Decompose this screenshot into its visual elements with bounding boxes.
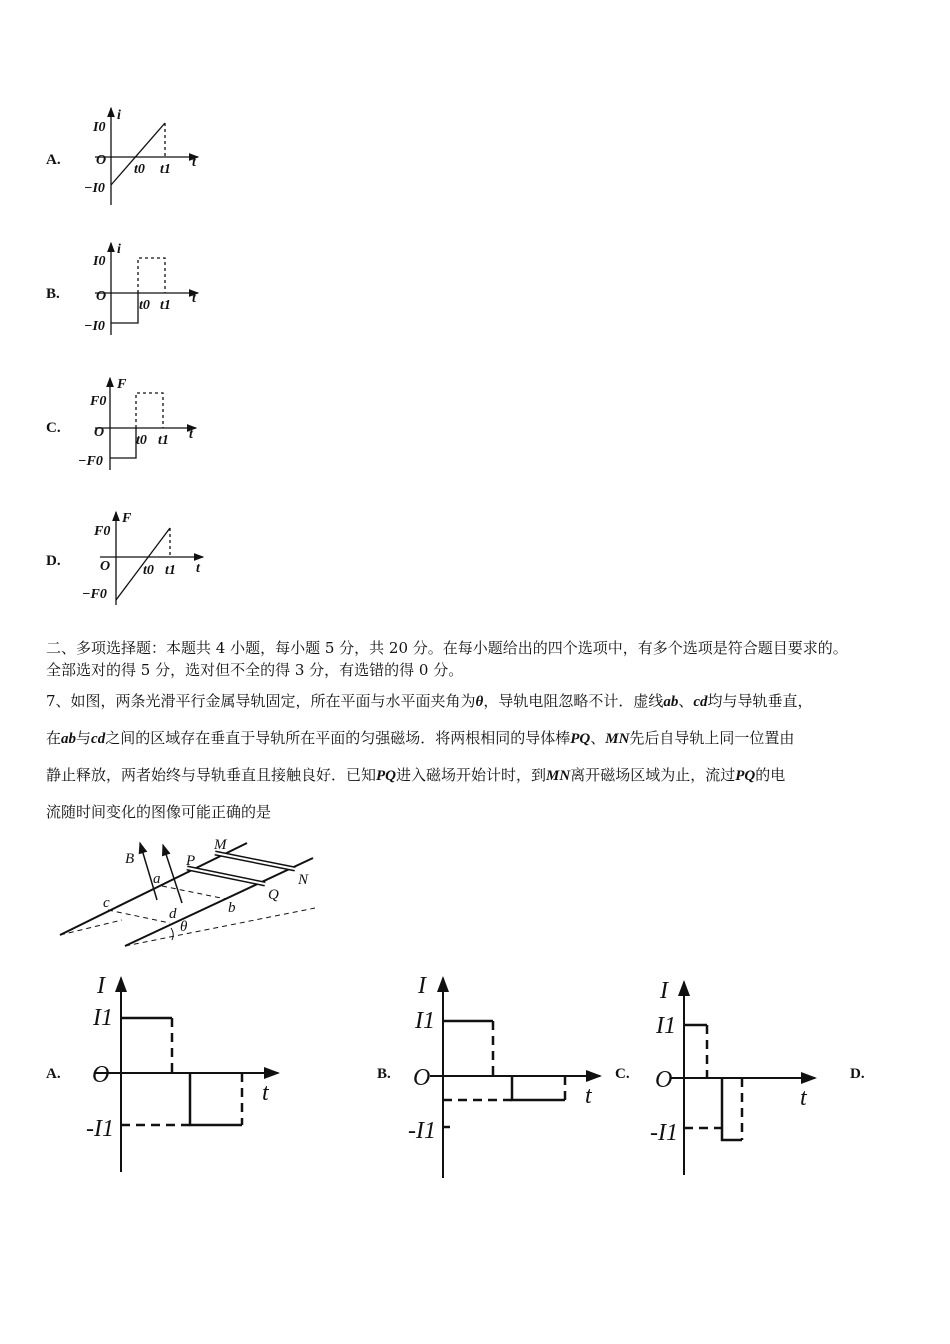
q7c-y-label: I — [660, 978, 668, 1004]
q6a-pos-label: I0 — [93, 120, 106, 135]
q7b-neg-label: -I1 — [408, 1118, 436, 1144]
pq-symbol: PQ — [570, 731, 591, 747]
q6c-t0: t0 — [136, 433, 147, 448]
q6b-origin: O — [96, 289, 107, 304]
q7b-x-label: t — [585, 1083, 592, 1109]
q6-graph-d — [100, 512, 203, 605]
label-a: a — [153, 871, 161, 887]
q7b-y-label: I — [418, 973, 426, 999]
q7c-origin: O — [655, 1067, 673, 1093]
q7a-neg-label: -I1 — [86, 1116, 114, 1142]
q7-option-d-label[interactable]: D. — [850, 1066, 865, 1082]
text: 在 — [46, 729, 62, 747]
q6d-t0: t0 — [143, 563, 154, 578]
label-B: B — [125, 851, 135, 867]
q6c-t1: t1 — [158, 433, 169, 448]
label-M: M — [214, 837, 227, 853]
q7c-x-label: t — [800, 1085, 807, 1111]
q6a-y-label: i — [117, 108, 121, 123]
q6c-x-label: t — [189, 427, 193, 442]
q6a-origin: O — [96, 153, 107, 168]
q7-line-4: 流随时间变化的图像可能正确的是 — [46, 803, 272, 821]
cd-symbol: cd — [91, 731, 106, 747]
q6-graph-c — [95, 378, 196, 470]
q6d-neg-label: −F0 — [82, 587, 107, 602]
text: 、 — [678, 692, 694, 710]
text: 离开磁场区域为止，流过 — [570, 766, 736, 784]
q6a-x-label: t — [192, 155, 196, 170]
q7a-x-label: t — [262, 1080, 269, 1106]
q6c-origin: O — [94, 425, 105, 440]
q7-graph-a — [95, 978, 278, 1172]
q6b-neg-label: −I0 — [84, 319, 105, 334]
q7-option-c-label[interactable]: C. — [615, 1066, 630, 1082]
q7-option-a-label[interactable]: A. — [46, 1066, 61, 1082]
q6b-pos-label: I0 — [93, 254, 106, 269]
label-b: b — [228, 900, 236, 916]
text: 进入磁场开始计时，到 — [396, 766, 547, 784]
q6d-x-label: t — [196, 561, 200, 576]
text: 均与导轨垂直， — [707, 692, 813, 710]
label-c: c — [103, 895, 110, 911]
label-P: P — [186, 853, 196, 869]
text: 与 — [76, 729, 92, 747]
text: 7、如图，两条光滑平行金属导轨固定，所在平面与水平面夹角为 — [46, 692, 476, 710]
ab-symbol: ab — [61, 731, 77, 747]
mn-symbol: MN — [546, 768, 571, 784]
theta-symbol: θ — [475, 694, 484, 710]
q6-option-c-label[interactable]: C. — [46, 420, 61, 436]
pq-symbol: PQ — [376, 768, 397, 784]
section-line-2: 全部选对的得 5 分，选对但不全的得 3 分，有选错的得 0 分。 — [46, 661, 464, 679]
ab-symbol: ab — [663, 694, 679, 710]
q6d-y-label: F — [122, 511, 132, 526]
q6c-neg-label: −F0 — [78, 454, 103, 469]
q7-graph-b — [430, 978, 600, 1178]
mn-symbol: MN — [605, 731, 630, 747]
label-Q: Q — [268, 887, 279, 903]
q7c-pos-label: I1 — [656, 1013, 676, 1039]
q6b-t1: t1 — [160, 298, 171, 313]
q6-graph-a — [95, 108, 198, 205]
q6d-t1: t1 — [165, 563, 176, 578]
label-d: d — [169, 906, 177, 922]
q7b-pos-label: I1 — [415, 1008, 435, 1034]
text: 先后自导轨上同一位置由 — [629, 729, 795, 747]
q6d-pos-label: F0 — [94, 524, 111, 539]
q6a-neg-label: −I0 — [84, 181, 105, 196]
q6b-y-label: i — [117, 242, 121, 257]
q6d-origin: O — [100, 559, 111, 574]
q6b-t0: t0 — [139, 298, 150, 313]
text: 的电 — [755, 766, 786, 784]
cd-symbol: cd — [693, 694, 708, 710]
q6c-y-label: F — [117, 377, 127, 392]
q6-option-a-label[interactable]: A. — [46, 152, 61, 168]
q6b-x-label: t — [192, 291, 196, 306]
q7-line-2 — [46, 720, 916, 757]
label-N: N — [298, 872, 309, 888]
label-theta: θ — [180, 919, 188, 935]
q7c-neg-label: -I1 — [650, 1120, 678, 1146]
q7-line-3 — [46, 757, 916, 794]
q6-graph-b — [95, 243, 198, 335]
text: ，导轨电阻忽略不计．虚线 — [483, 692, 664, 710]
text: 、 — [590, 729, 606, 747]
pq-symbol: PQ — [735, 768, 756, 784]
q7b-origin: O — [413, 1065, 431, 1091]
q7-line-1 — [46, 683, 916, 720]
section-heading — [46, 637, 916, 681]
text: 静止释放，两者始终与导轨垂直且接触良好．已知 — [46, 766, 377, 784]
q6a-t1: t1 — [160, 162, 171, 177]
q6a-t0: t0 — [134, 162, 145, 177]
q6c-pos-label: F0 — [90, 394, 107, 409]
q7-option-b-label[interactable]: B. — [377, 1066, 391, 1082]
section-line-1: 二、多项选择题：本题共 4 小题，每小题 5 分，共 20 分。在每小题给出的四个选项中，有多个选项是符合题目要求的。 — [46, 639, 848, 657]
q6-option-b-label[interactable]: B. — [46, 286, 60, 302]
q7a-pos-label: I1 — [93, 1005, 113, 1031]
q6-option-d-label[interactable]: D. — [46, 553, 61, 569]
q7a-origin: O — [92, 1062, 110, 1088]
question-7-stem — [46, 683, 916, 830]
text: 之间的区域存在垂直于导轨所在平面的匀强磁场．将两根相同的导体棒 — [105, 729, 571, 747]
q7-graph-c — [670, 982, 815, 1175]
q7a-y-label: I — [97, 973, 105, 999]
